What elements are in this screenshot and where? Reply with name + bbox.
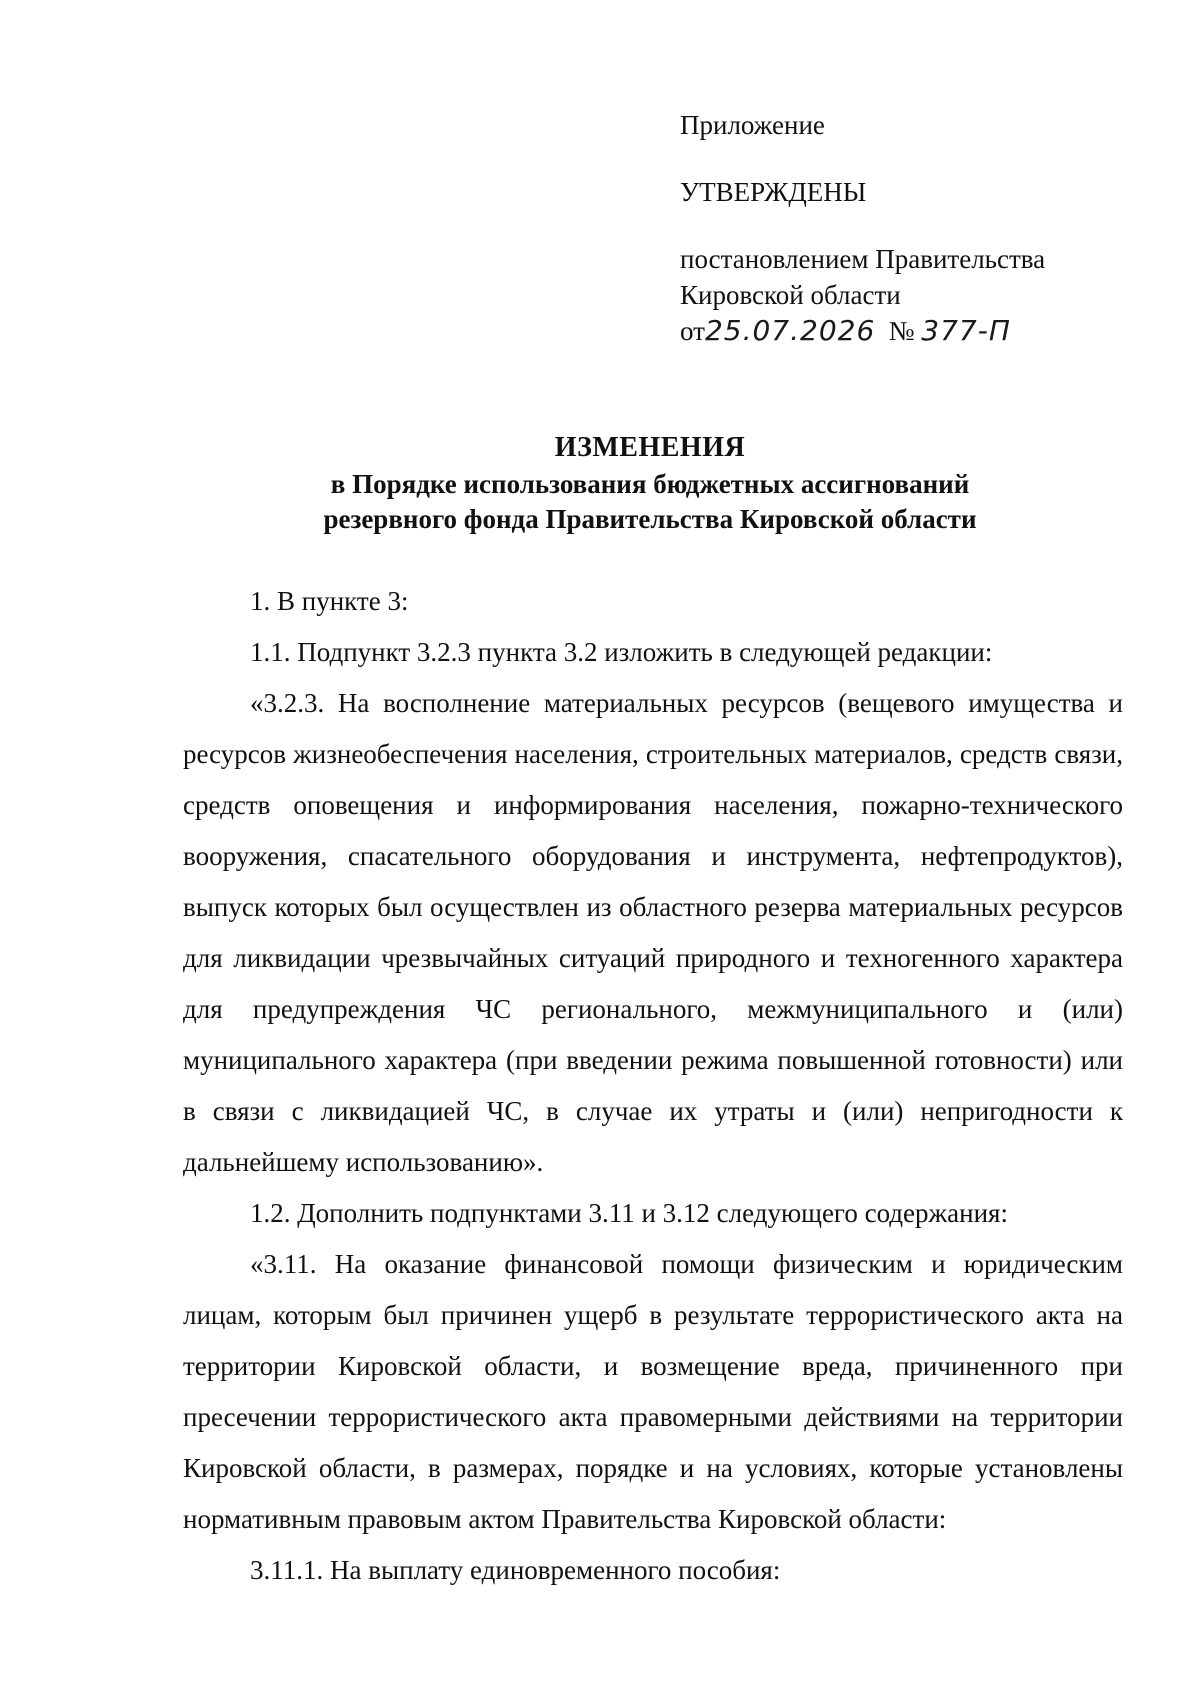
appendix-label: Приложение [680, 110, 825, 140]
resolution-label: постановлением Правительства [680, 244, 1046, 274]
date-prefix: от [680, 316, 705, 346]
approval-block [680, 107, 825, 143]
paragraph-item-1-1: 1.1. Подпункт 3.2.3 пункта 3.2 изложить в следующей редакции: [250, 637, 993, 667]
date-number-line [680, 313, 1045, 349]
approved-label: УТВЕРЖДЕНЫ [680, 177, 867, 207]
paragraph-item-1-2: 1.2. Дополнить подпунктами 3.11 и 3.12 следующего содержания: [250, 1198, 1008, 1228]
paragraph-quote-3-11: «3.11. На оказание финансовой помощи физическим и юридическим лицам, которым был причинен ущерб в результате террористического акта на территории Кировской области, и возмещение вреда, причиненного при пресечении террористического акта правомерными действиями на территории Кировской области, в размерах, порядке и на условиях, которые установлены нормативным правовым актом Правительства Кировской области: [183, 1249, 1123, 1534]
approval-block-resolution [680, 241, 1045, 349]
number-prefix: № [888, 316, 915, 346]
document-subtitle-line1: в Порядке использования бюджетных ассигнований [330, 469, 970, 499]
handwritten-number: 377-П [921, 314, 1011, 347]
document-subtitle-line2: резервного фонда Правительства Кировской области [323, 504, 977, 534]
region-label: Кировской области [680, 280, 901, 310]
handwritten-date: 25.07.2026 [704, 314, 876, 347]
approval-block-approved [680, 174, 866, 210]
document-title: ИЗМЕНЕНИЯ [554, 432, 746, 463]
paragraph-item-3-11-1: 3.11.1. На выплату единовременного пособия: [250, 1555, 781, 1585]
paragraph-quote-3-2-3: «3.2.3. На восполнение материальных ресурсов (вещевого имущества и ресурсов жизнеобеспечения населения, строительных материалов, средств связи, средств оповещения и информирования населения, пожарно-технического вооружения, спасательного оборудования и инструмента, нефтепродуктов), выпуск которых был осуществлен из областного резерва материальных ресурсов для ликвидации чрезвычайных ситуаций природного и техногенного характера для предупреждения ЧС регионального, межмуниципального и (или) муниципального характера (при введении режима повышенной готовности) или в связи с ликвидацией ЧС, в случае их утраты и (или) непригодности к дальнейшему использованию». [183, 688, 1123, 1177]
paragraph-item-1: 1. В пункте 3: [250, 586, 409, 616]
document-body [183, 576, 1123, 1596]
